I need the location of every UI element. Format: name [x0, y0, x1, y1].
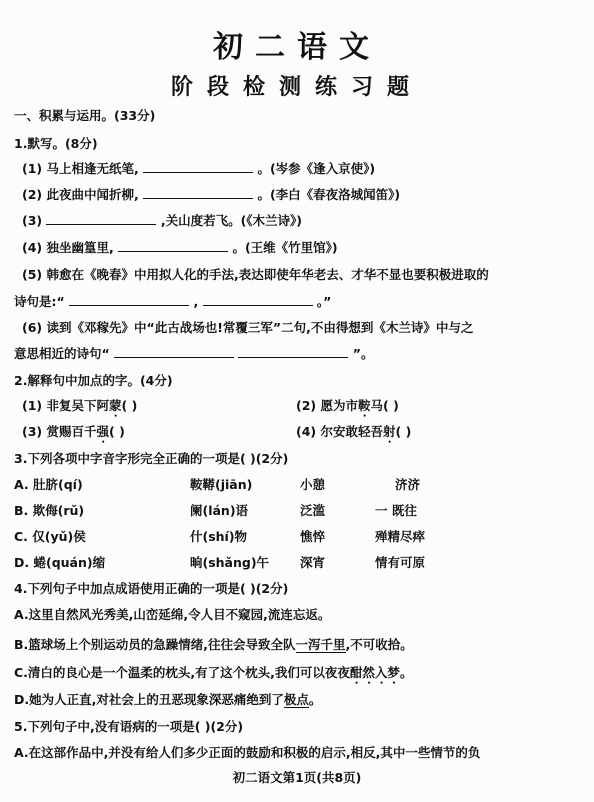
q4-option-d[interactable]: D.她为人正直,对社会上的丑恶现象深恶痛绝到了极点。: [14, 692, 322, 707]
q4-option-b[interactable]: B.篮球场上个别运动员的急躁情绪,往往会导致全队一泻千里,不可收拾。: [14, 637, 413, 652]
answer-blank[interactable]: [143, 186, 253, 199]
q3-option-b[interactable]: B. 欺侮(rǔ): [14, 503, 85, 518]
q2-item-3: (3) 赏赐百千强( ): [22, 424, 125, 439]
q3-option-a[interactable]: A. 肚脐(qí): [14, 477, 83, 492]
q4-option-a[interactable]: A.这里自然风光秀美,山峦延绵,令人目不窥园,流连忘返。: [14, 607, 331, 622]
q3-heading: 3.下列各项中字音字形完全正确的一项是( )(2分): [14, 451, 289, 466]
q1-item-1: (1) 马上相逢无纸笔, 。(岑参《逢入京使》): [22, 161, 376, 176]
q1-item-5-line2: 诗句是:“ , 。”: [14, 294, 332, 309]
answer-blank[interactable]: [238, 345, 348, 358]
q3-cell: 憔悴: [300, 529, 326, 544]
q2-item-4: (4) 尔安敢轻吾射( ): [296, 424, 412, 439]
q3-cell: 深宵: [300, 555, 326, 570]
q3-cell: 济济: [395, 477, 421, 492]
page-title: 初二语文: [213, 30, 381, 65]
q2-item-2: (2) 愿为市鞍马( ): [296, 398, 399, 413]
answer-blank[interactable]: [69, 293, 189, 306]
q1-item-6-line1: (6) 读到《邓稼先》中“此古战场也!常覆三军”二句,不由得想到《木兰诗》中与之: [22, 320, 474, 335]
q4-option-c[interactable]: C.清白的良心是一个温柔的枕头,有了这个枕头,我们可以夜夜酣然入梦。: [14, 665, 413, 680]
q3-cell: 殚精尽瘁: [375, 529, 426, 544]
q1-item-5-line1: (5) 韩愈在《晚春》中用拟人化的手法,表达即使年华老去、才华不显也要积极进取的: [22, 267, 489, 282]
q5-option-a[interactable]: A.在这部作品中,并没有给人们多少正面的鼓励和积极的启示,相反,其中一些情节的负: [14, 745, 481, 760]
q1-item-6-line2: 意思相近的诗句“ ”。: [14, 346, 374, 361]
q3-option-d[interactable]: D. 蜷(quán)缩: [14, 555, 106, 570]
q2-item-1: (1) 非复吴下阿蒙( ): [22, 398, 138, 413]
q1-item-4: (4) 独坐幽篁里, 。(王维《竹里馆》): [22, 240, 338, 255]
answer-blank[interactable]: [46, 212, 156, 225]
q2-heading: 2.解释句中加点的字。(4分): [14, 373, 173, 388]
page-subtitle: 阶段检测练习题: [170, 74, 423, 100]
q4-heading: 4.下列句子中加点成语使用正确的一项是( )(2分): [14, 581, 289, 596]
q1-heading: 1.默写。(8分): [14, 136, 98, 151]
q3-cell: 一 既往: [375, 503, 417, 518]
q3-cell: 鞍鞯(jiān): [190, 477, 253, 492]
page-footer: 初二语文第1页(共8页): [232, 770, 362, 785]
q3-cell: 晌(shǎng)午: [190, 555, 270, 570]
q3-cell: 情有可原: [375, 555, 426, 570]
answer-blank[interactable]: [143, 160, 253, 173]
q1-item-2: (2) 此夜曲中闻折柳, 。(李白《春夜洛城闻笛》): [22, 187, 401, 202]
q3-cell: 什(shí)物: [190, 529, 248, 544]
q5-heading: 5.下列句子中,没有语病的一项是( )(2分): [14, 719, 244, 734]
q1-item-3: (3) ,关山度若飞。(《木兰诗》): [22, 213, 303, 228]
section-heading: 一、积累与运用。(33分): [14, 108, 156, 123]
q3-cell: 阑(lán)语: [190, 503, 249, 518]
answer-blank[interactable]: [114, 345, 234, 358]
q3-cell: 泛滥: [300, 503, 326, 518]
q3-cell: 小憩: [300, 477, 326, 492]
q3-option-c[interactable]: C. 仅(yǔ)侯: [14, 529, 86, 544]
answer-blank[interactable]: [118, 239, 228, 252]
answer-blank[interactable]: [203, 293, 313, 306]
